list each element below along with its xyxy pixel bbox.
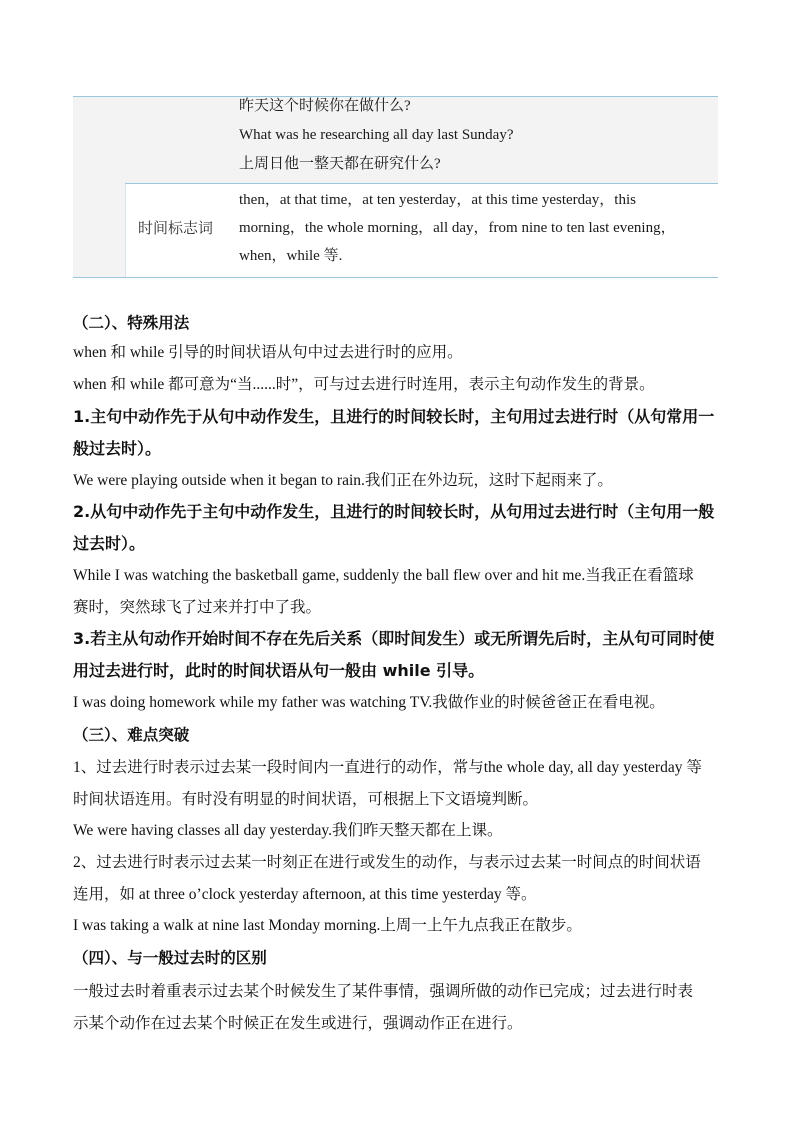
table-left-column (73, 96, 125, 278)
table-cell-divider (125, 183, 126, 278)
section-heading-comparison: （四）、与一般过去时的区别 (73, 949, 267, 967)
paragraph: 一般过去时着重表示过去某个时候发生了某件事情，强调所做的动作已完成；过去进行时表 (73, 983, 694, 1000)
rule-2-cont: 过去时）。 (73, 534, 146, 553)
grammar-table (73, 96, 718, 278)
table-row-border (125, 183, 718, 184)
example-sentence: I was taking a walk at nine last Monday morning.上周一上午九点我正在散步。 (73, 917, 582, 934)
rule-3: 3.若主从句动作开始时间不存在先后关系（即时间发生）或无所谓先后时，主从句可同时使 (73, 629, 715, 648)
section-heading-special-usage: （二）、特殊用法 (73, 314, 190, 332)
table-bottom-border (73, 277, 718, 278)
example-sentence: We were playing outside when it began to rain.我们正在外边玩，这时下起雨来了。 (73, 472, 613, 489)
example-sentence: While I was watching the basketball game, suddenly the ball flew over and hit me.当我正在看篮球 (73, 567, 694, 584)
example-sentence-cont: 赛时，突然球飞了过来并打中了我。 (73, 599, 322, 616)
paragraph: 2、过去进行时表示过去某一时刻正在进行或发生的动作，与表示过去某一时间点的时间状语 (73, 854, 701, 871)
rule-3-cont: 用过去进行时，此时的时间状语从句一般由 while 引导。 (73, 661, 485, 680)
table-example-line: 上周日他一整天都在研究什么? (239, 156, 441, 172)
paragraph: when 和 while 引导的时间状语从句中过去进行时的应用。 (73, 344, 463, 361)
table-marker-line: then，at that time，at ten yesterday，at this time yesterday，this (239, 192, 636, 208)
paragraph: when 和 while 都可意为“当......时”，可与过去进行时连用，表示主句动作发生的背景。 (73, 376, 655, 393)
paragraph-cont: 示某个动作在过去某个时候正在发生或进行，强调动作正在进行。 (73, 1015, 523, 1032)
example-sentence: We were having classes all day yesterday.我们昨天整天都在上课。 (73, 822, 503, 839)
table-marker-line: when，while 等. (239, 248, 343, 264)
paragraph-cont: 时间状语连用。有时没有明显的时间状语，可根据上下文语境判断。 (73, 791, 539, 808)
table-label-time-markers: 时间标志词 (138, 219, 214, 237)
table-example-line: What was he researching all day last Sunday? (239, 127, 514, 143)
rule-2: 2.从句中动作先于主句中动作发生，且进行的时间较长时，从句用过去进行时（主句用一般 (73, 502, 715, 521)
rule-1-cont: 般过去时）。 (73, 439, 162, 458)
paragraph-cont: 连用，如 at three o’clock yesterday afternoon, at this time yesterday 等。 (73, 886, 537, 903)
example-sentence: I was doing homework while my father was watching TV.我做作业的时候爸爸正在看电视。 (73, 694, 665, 711)
section-heading-difficulties: （三）、难点突破 (73, 726, 190, 744)
table-example-line: 昨天这个时候你在做什么? (239, 98, 411, 114)
paragraph: 1、过去进行时表示过去某一段时间内一直进行的动作，常与the whole day, all day yesterday 等 (73, 759, 702, 776)
rule-1: 1.主句中动作先于从句中动作发生，且进行的时间较长时，主句用过去进行时（从句常用一 (73, 407, 715, 426)
table-marker-line: morning，the whole morning，all day，from nine to ten last evening， (239, 220, 676, 236)
